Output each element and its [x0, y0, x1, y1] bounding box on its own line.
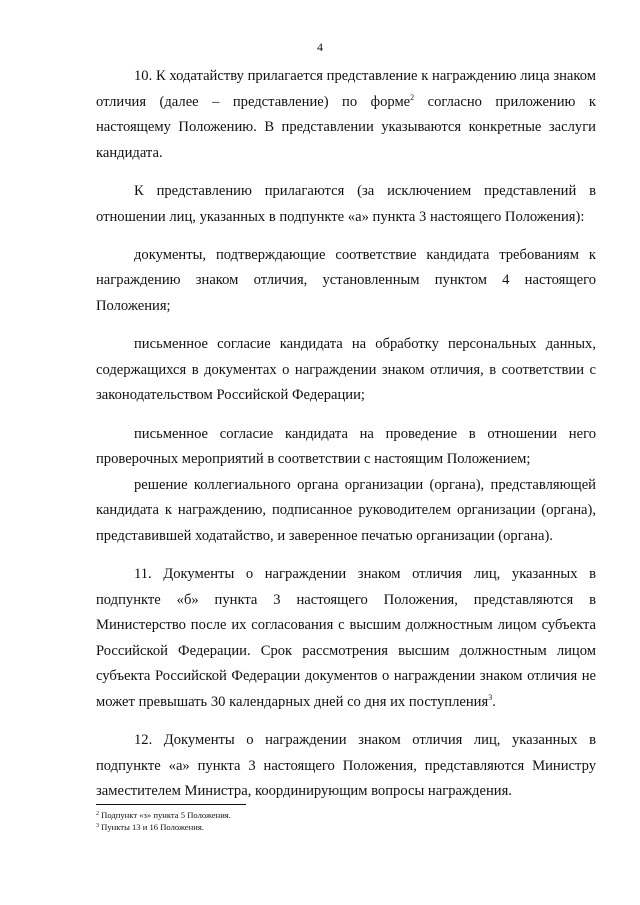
paragraph-10-text: 10. К ходатайству прилагается представление к награждению лица знаком отличия (далее – представление) по форме: [96, 68, 596, 110]
paragraph-10: [96, 64, 596, 166]
footnote-3-text: Пункты 13 и 16 Положения.: [99, 821, 204, 832]
paragraph-11: [96, 562, 596, 716]
paragraph-attachments: К представлению прилагаются (за исключением представлений в отношении лиц, указанных в подпункте «а» пункта 3 настоящего Положения):: [96, 182, 596, 225]
paragraph-decision: решение коллегиального органа организации (органа), представляющей кандидата к награждению, подписанное руководителем организации (органа), представившей ходатайство, и заверенное печатью организации (органа).: [96, 476, 596, 544]
page-number: 4: [317, 40, 323, 54]
paragraph-documents: документы, подтверждающие соответствие кандидата требованиям к награждению знаком отличия, установленным пунктом 4 настоящего Положения;: [96, 246, 596, 314]
paragraph-10-text-cont: согласно приложению к настоящему Положению. В представлении указываются конкретные заслуги кандидата.: [96, 93, 596, 161]
paragraph-12: 12. Документы о награждении знаком отличия лиц, указанных в подпункте «а» пункта 3 настоящего Положения, представляются Министру заместителем Министра, координирующим вопросы награждения.: [96, 732, 596, 800]
document-body: [96, 64, 596, 818]
footnote-3: [96, 822, 516, 834]
paragraph-11-end: .: [492, 694, 496, 711]
footnote-2-text: Подпункт «з» пункта 5 Положения.: [99, 810, 231, 820]
footnotes: [96, 810, 516, 833]
footnote-ref-2: 2: [410, 92, 415, 102]
paragraph-consent-personal-data: письменное согласие кандидата на обработку персональных данных, содержащихся в документах о награждении знаком отличия, в соответствии с законодательством Российской Федерации;: [96, 336, 596, 404]
footnote-divider: [96, 804, 246, 805]
paragraph-11-text: 11. Документы о награждении знаком отличия лиц, указанных в подпункте «б» пункта 3 настоящего Положения, представляются в Министерство после их согласования с высшим должностным лицом субъекта Российской Федерации. Срок рассмотрения высшим должностным лицом субъекта Российской Федерации документов о награждении знаком отличия не может превышать 30 календарных дней со дня их поступления: [96, 566, 596, 711]
footnote-ref-3: 3: [488, 693, 493, 703]
footnote-2-mark: 2: [96, 811, 99, 817]
paragraph-consent-check: письменное согласие кандидата на проведение в отношении него проверочных мероприятий в соответствии с настоящим Положением;: [96, 425, 596, 468]
footnote-2: [96, 810, 516, 822]
footnote-3-mark: 3: [96, 822, 99, 829]
